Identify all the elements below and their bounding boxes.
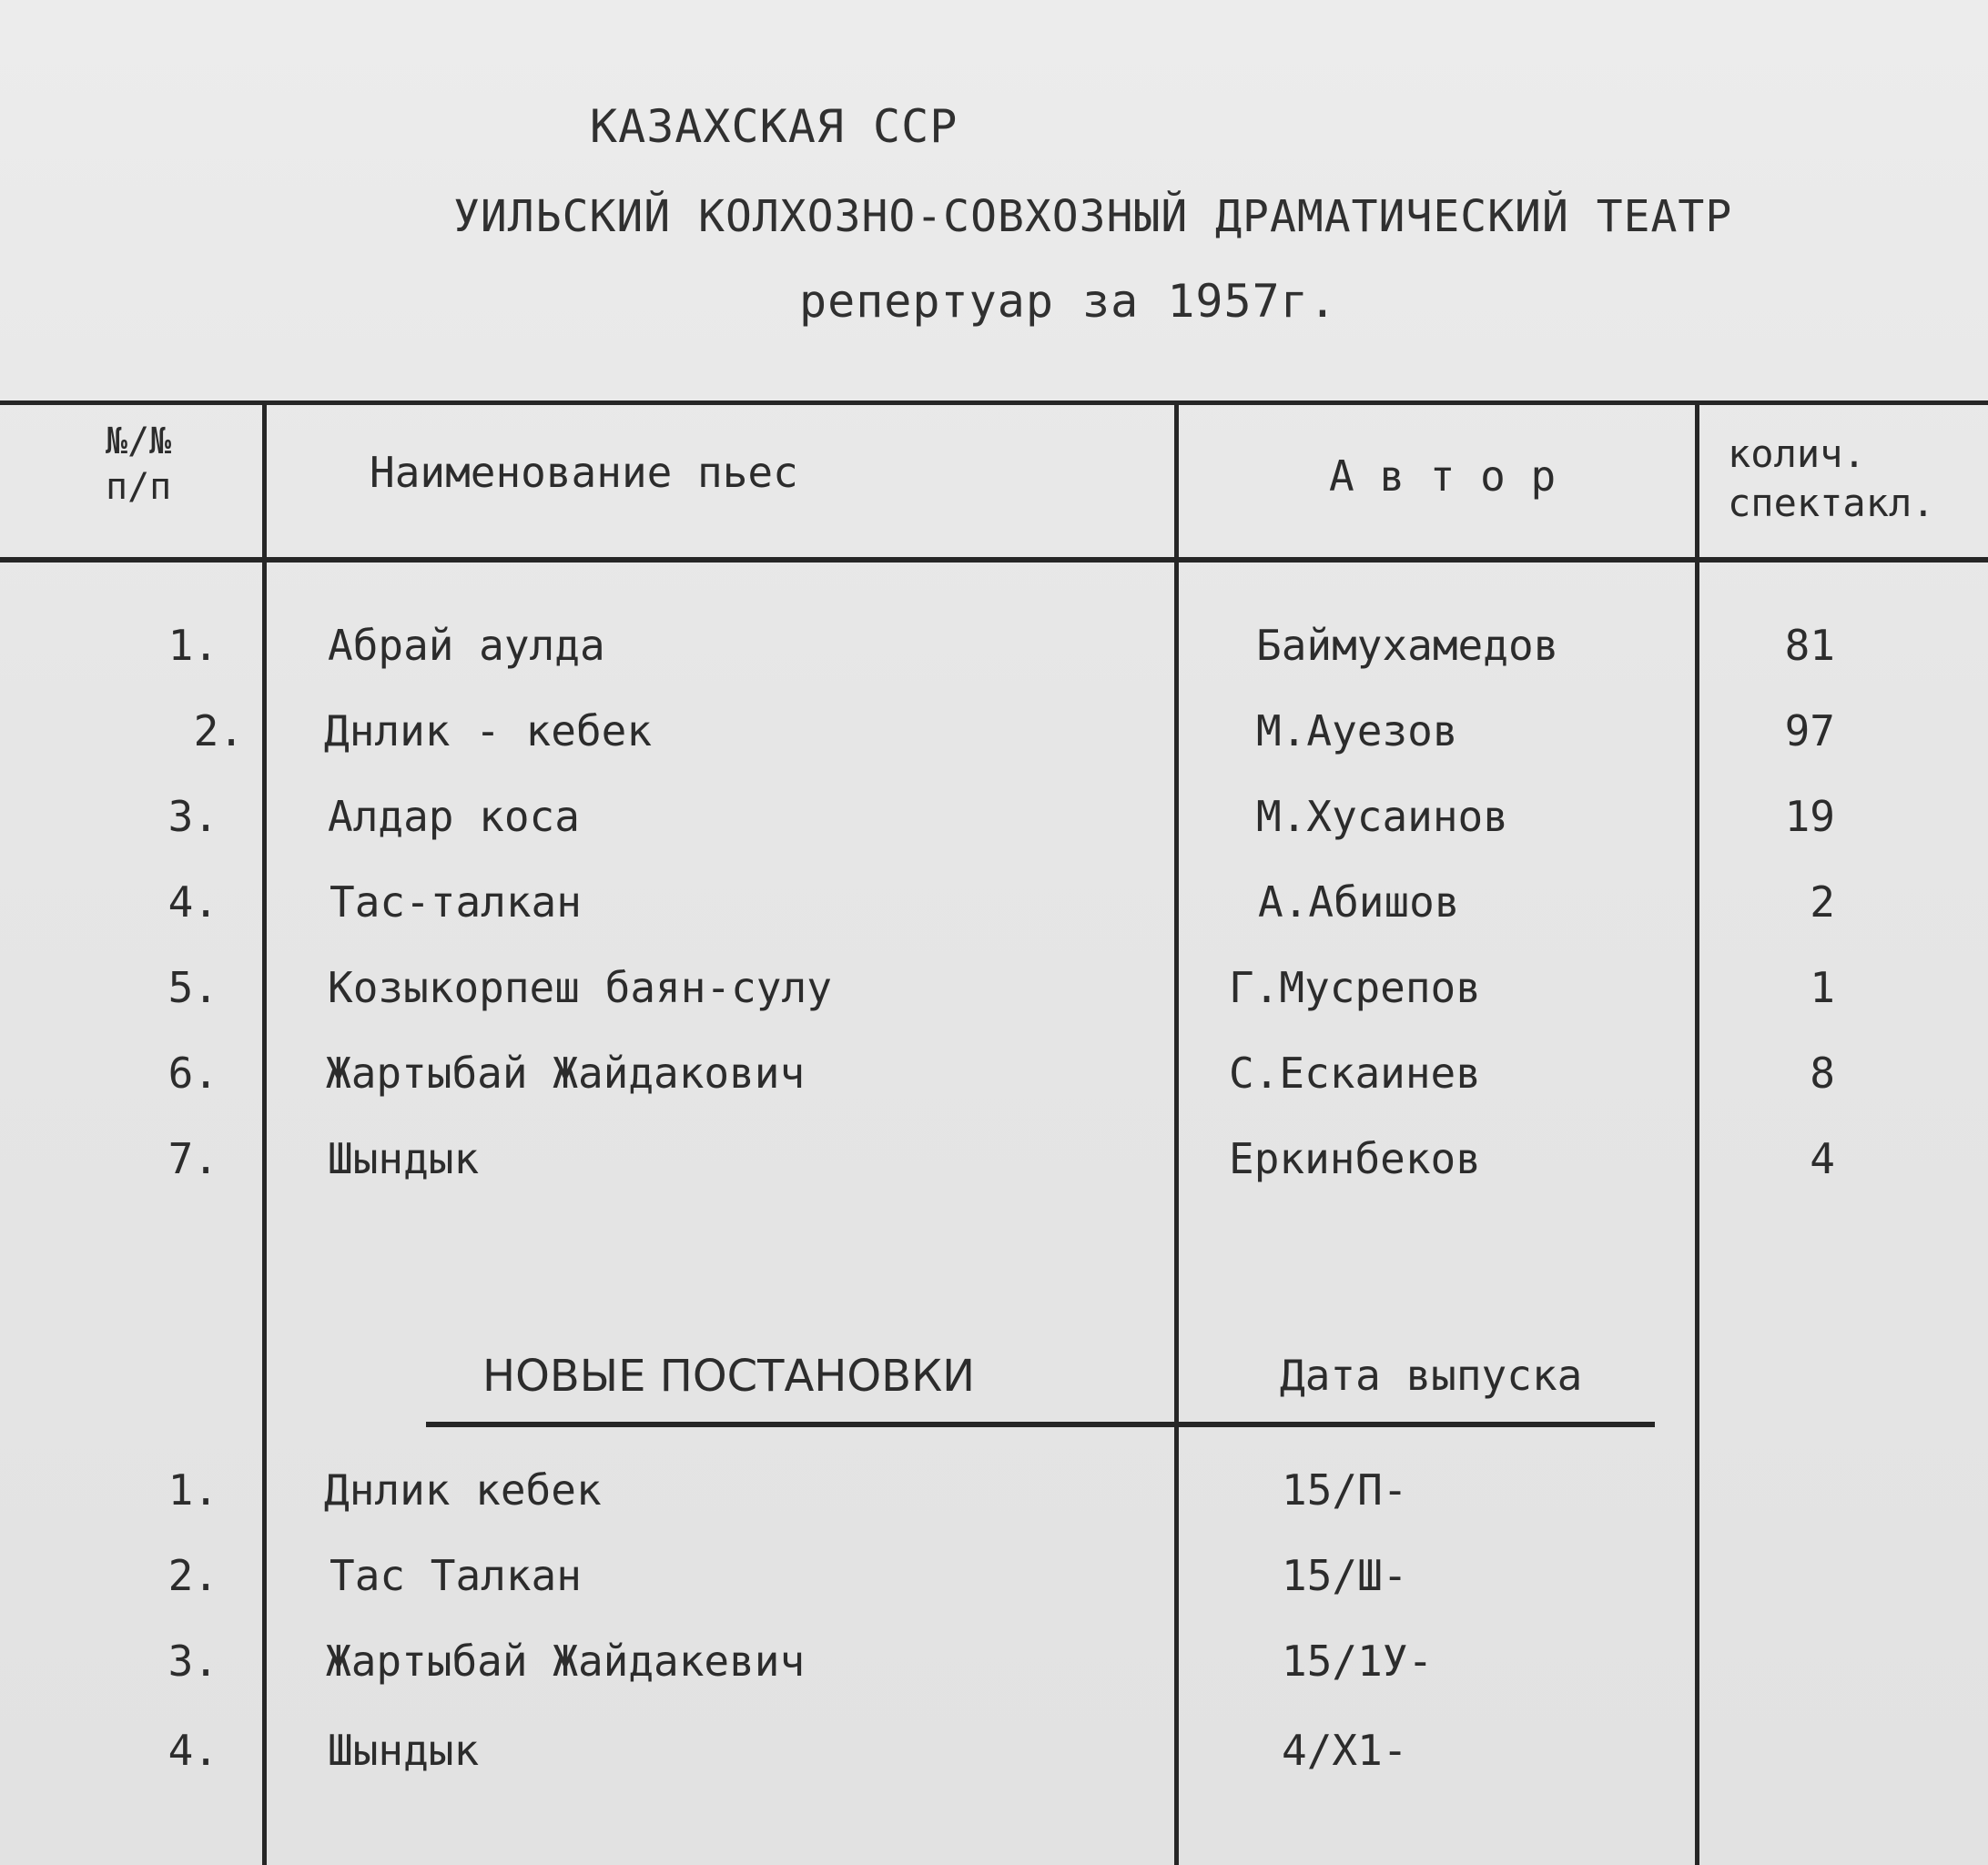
row-count: 19 [1784,792,1835,841]
header-theatre: УИЛЬСКИЙ КОЛХОЗНО-СОВХОЗНЫЙ ДРАМАТИЧЕСКИЙ ТЕАТР [453,191,1733,242]
row-number: 1. [167,621,218,670]
row-title: Алдар коса [328,792,580,841]
column-header-count-line2: спектакл. [1728,481,1935,525]
row-title: Тас-талкан [330,877,582,927]
table-header-bottom-border [0,557,1988,563]
header-repertoire: репертуар за 1957г. [799,275,1337,328]
production-title: Шындык [328,1726,480,1775]
row-author: Баймухамедов [1256,621,1559,670]
row-title: Шындык [328,1134,480,1183]
production-number: 1. [167,1465,218,1515]
production-number: 4. [167,1726,218,1775]
row-count: 97 [1784,706,1835,755]
release-date-heading: Дата выпуска [1280,1351,1583,1400]
row-title: Козыкорпеш баян-сулу [328,963,832,1012]
production-title: Днлик кебек [324,1465,602,1515]
row-title: Абрай аулда [328,621,605,670]
row-author: М.Ауезов [1256,706,1458,755]
row-count: 2 [1810,877,1835,927]
row-number: 7. [167,1134,218,1183]
row-number: 5. [167,963,218,1012]
production-number: 3. [167,1637,218,1686]
row-count: 81 [1784,621,1835,670]
row-author: Г.Мусрепов [1229,963,1481,1012]
column-header-author: А в т о р [1329,451,1557,501]
production-title: Жартыбай Жайдакевич [326,1637,806,1686]
production-number: 2. [167,1551,218,1600]
column-divider-3 [1695,400,1699,1865]
production-title: Тас Талкан [330,1551,582,1600]
production-date: 15/Ш- [1282,1551,1408,1600]
production-date: 15/1У- [1282,1637,1434,1686]
header-country: КАЗАХСКАЯ ССР [590,100,958,153]
row-count: 1 [1810,963,1835,1012]
row-title: Жартыбай Жайдакович [326,1049,806,1098]
column-header-count-line1: колич. [1728,431,1866,476]
new-productions-underline [426,1422,1655,1427]
row-number: 3. [167,792,218,841]
row-count: 8 [1810,1049,1835,1098]
row-author: А.Абишов [1258,877,1460,927]
row-title: Днлик - кебек [324,706,653,755]
column-header-num-line1: №/№ [106,421,172,462]
row-number: 6. [167,1049,218,1098]
row-count: 4 [1810,1134,1835,1183]
row-author: Еркинбеков [1229,1134,1481,1183]
column-divider-2 [1174,400,1179,1865]
row-author: С.Ескаинев [1229,1049,1481,1098]
column-header-num-line2: п/п [106,466,172,508]
row-author: М.Хусаинов [1256,792,1508,841]
production-date: 15/П- [1282,1465,1408,1515]
table-top-border [0,400,1988,405]
production-date: 4/Х1- [1282,1726,1408,1775]
column-header-title: Наименование пьес [370,448,798,497]
column-divider-1 [262,400,267,1865]
row-number: 2. [193,706,244,755]
new-productions-heading: НОВЫЕ ПОСТАНОВКИ [482,1351,976,1402]
row-number: 4. [167,877,218,927]
